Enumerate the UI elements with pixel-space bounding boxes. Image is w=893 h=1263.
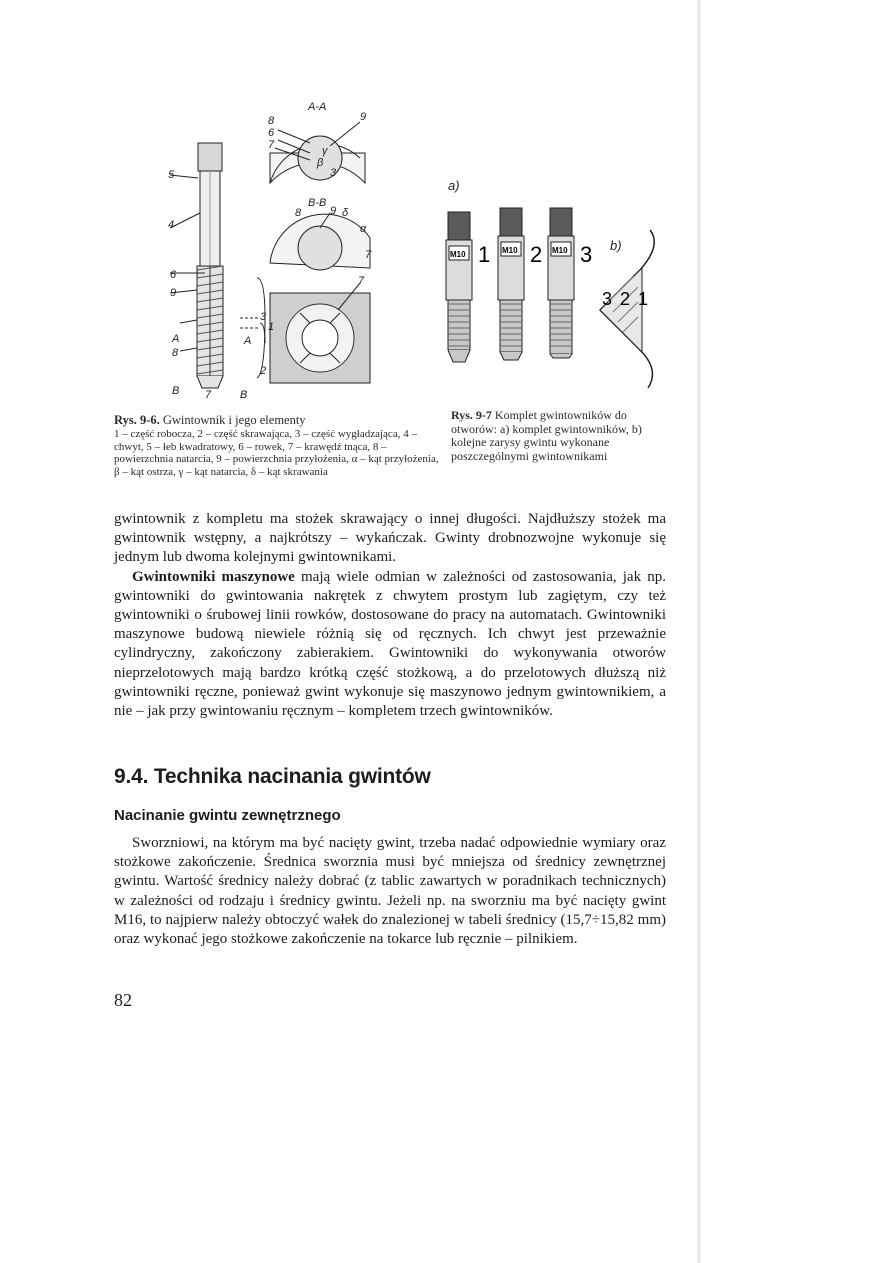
caption-fig-9-6 — [114, 413, 444, 478]
tap-3-mark: M10 — [552, 246, 568, 255]
thread-profile — [600, 230, 654, 388]
paragraph-machine-taps — [114, 568, 666, 722]
label-5: 5 — [168, 169, 175, 181]
label-b-fig: b) — [610, 238, 622, 253]
tap-2 — [498, 208, 524, 360]
label-9-top: 9 — [360, 111, 367, 123]
page-number: 82 — [114, 990, 132, 1010]
tap-1 — [446, 212, 472, 362]
label-7-bottom: 7 — [205, 389, 212, 401]
label-7-square: 7 — [358, 275, 365, 287]
subsection-heading: Nacinanie gwintu zewnętrznego — [114, 807, 341, 824]
bold-term: Gwintowniki maszynowe — [132, 568, 295, 585]
paragraph-external-thread: Sworzniowi, na którym ma być nacięty gwint, trzeba nadać odpowiednie wymiary oraz stożkowe zakończenie. Średnica sworznia musi być mniejsza od średnicy zewnętrznej gwintu. Wartość średnicy należy dobrać (z tablic zawartych w poradnikach technicznych) w zależności od rodzaju i średnicy gwintu. Jeżeli np. na sworzniu ma być nacięty gwint M16, to najpierw należy obtoczyć wałek do znalezionej w tabeli średnicy (15,7÷15,82 mm) oraz wykonać jego stożkowe zakończenie na tokarce lub ręcznie – pilnikiem. — [114, 835, 666, 948]
label-9-bb: 9 — [330, 205, 337, 217]
label-8-top: 8 — [268, 115, 275, 127]
tap-1-mark: M10 — [450, 250, 466, 259]
caption-legend: 1 – część robocza, 2 – część skrawająca, 3 – część wygładzająca, 4 – chwyt, 5 – łeb kwadratowy, 6 – rowek, 7 – krawędź tnąca, 8 – powierzchnia natarcia, 9 – powierzchnia przyłożenia, α – kąt przyłożenia, β – kąt ostrza, γ – kąt natarcia, δ – kąt skrawania — [114, 428, 439, 478]
label-6: 6 — [170, 269, 177, 281]
label-alpha: α — [360, 223, 367, 235]
label-1: 1 — [268, 321, 275, 333]
label-a-a: A-A — [308, 101, 327, 113]
label-3-section: 3 — [330, 167, 337, 179]
label-3: 3 — [260, 311, 267, 323]
caption-text: Gwintownik i jego elementy — [162, 413, 306, 427]
tap-2-number: 2 — [530, 242, 543, 267]
figure-tap-set — [438, 172, 678, 408]
paragraph-taps — [114, 510, 666, 721]
scan-shadow — [697, 0, 701, 1263]
paragraph-text-b: mają wiele odmian w zależności od zastosowania, jak np. gwintowniki do gwintowania nakrętek z chwytem prostym lub zagiętym, czy też gwintowniki o śrubowej linii rowków, dostosowane do pracy na automatach. Gwintowniki maszynowe budową niewiele różnią się od ręcznych. Ich chwyt jest przeważnie cylindryczny, zakończony zabierakiem. Gwintowniki do wykonywania otworów nieprzelotowych mają bardzo krótką część stożkową, a do przelotowych dłuższą niż gwintowniki ręczne, ponieważ gwint wykonuje się maszynowo jednym gwintownikiem, a nie – jak przy gwintowaniu ręcznym – kompletem trzech gwintowników. — [114, 568, 666, 720]
label-4: 4 — [168, 219, 175, 231]
label-a-left: A — [172, 333, 180, 345]
label-b-left: B — [172, 385, 180, 397]
caption-title: Rys. 9-7 — [451, 408, 492, 422]
tap-3 — [548, 208, 574, 358]
label-8: 8 — [172, 347, 179, 359]
label-6-top: 6 — [268, 127, 275, 139]
tap-2-mark: M10 — [502, 246, 518, 255]
label-8-bb: 8 — [295, 207, 302, 219]
label-a-right: A — [244, 335, 252, 347]
figure-tap-elements — [160, 98, 435, 410]
label-delta: δ — [342, 207, 349, 219]
label-b-right: B — [240, 389, 248, 401]
label-gamma: γ — [322, 145, 328, 157]
caption-text: Komplet gwintowników do otworów: a) komplet gwintowników, b) kolejne zarysy gwintu wykonane poszczególnymi gwintownikami — [451, 408, 642, 463]
paragraph-text-a: gwintownik z kompletu ma stożek skrawający o innej długości. Najdłuższy stożek ma gwintownik wstępny, a najkrótszy – wykańczak. Gwinty drobnozwojne wykonuje się jednym lub dwoma kolejnymi gwintownikami. — [114, 511, 666, 566]
label-2: 2 — [260, 365, 267, 377]
profile-number-1: 1 — [638, 289, 649, 309]
section-heading: 9.4. Technika nacinania gwintów — [114, 765, 431, 788]
profile-number-2: 2 — [620, 289, 631, 309]
label-a-fig: a) — [448, 178, 460, 193]
label-b-b: B-B — [308, 197, 327, 209]
label-7-top: 7 — [268, 139, 275, 151]
tap-1-number: 1 — [478, 242, 491, 267]
caption-title: Rys. 9-6. — [114, 413, 160, 427]
label-7-bb: 7 — [365, 249, 372, 261]
label-beta: β — [317, 157, 324, 169]
tap-3-number: 3 — [580, 242, 593, 267]
profile-number-3: 3 — [602, 289, 613, 309]
label-9: 9 — [170, 287, 177, 299]
caption-fig-9-7 — [451, 409, 671, 463]
